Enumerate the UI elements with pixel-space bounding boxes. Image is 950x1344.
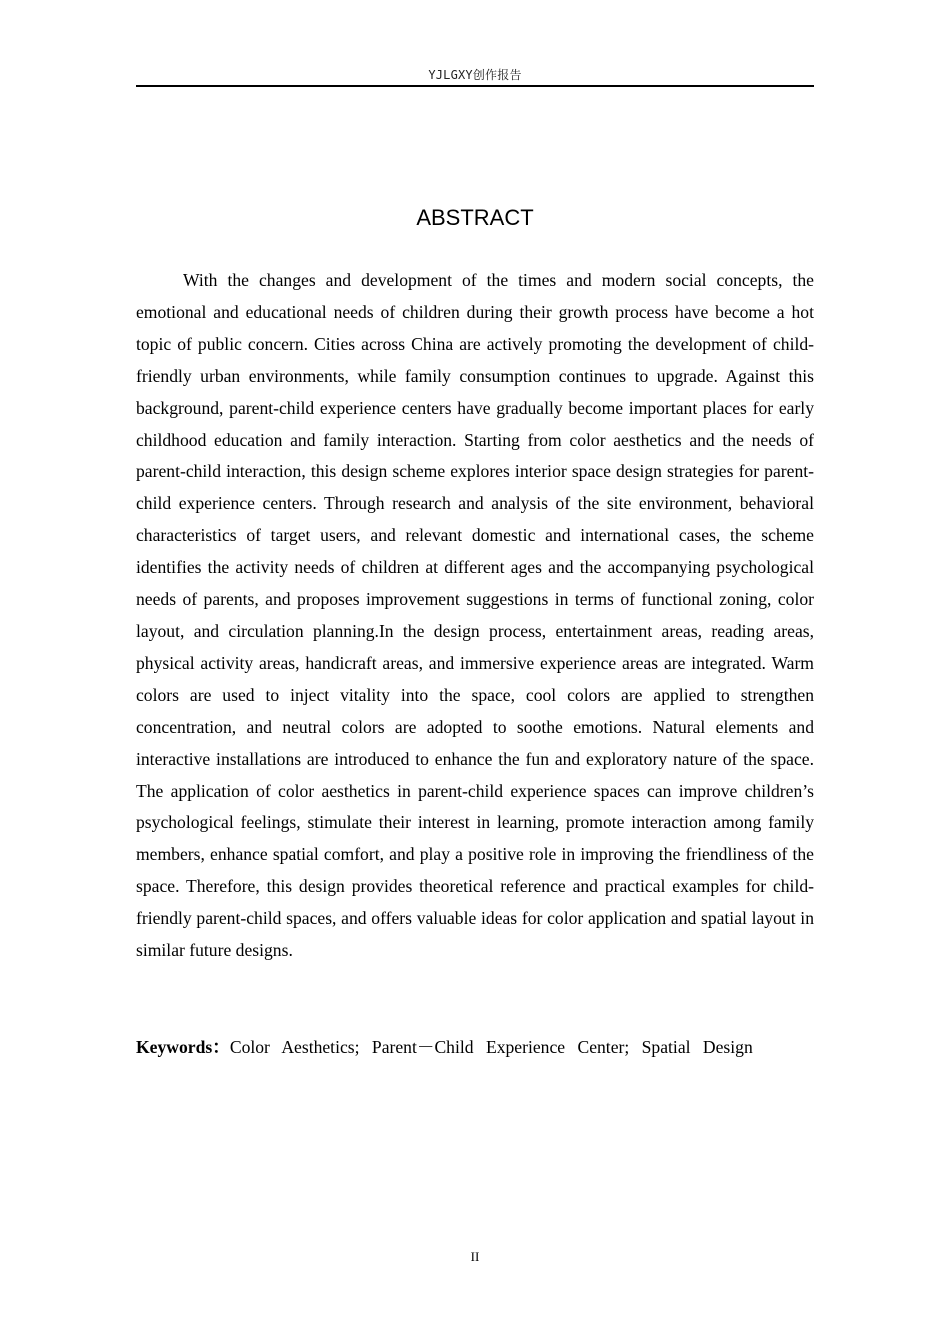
keywords-label: Keywords：: [136, 1037, 230, 1057]
keywords-text: Color Aesthetics; Parent－Child Experience Center; Spatial Design: [229, 1037, 753, 1057]
header-rule: [136, 85, 814, 87]
abstract-title: ABSTRACT: [416, 205, 534, 230]
running-header: YJLGXY创作报告: [428, 68, 522, 82]
keywords-line: [136, 1032, 814, 1064]
page-number: II: [470, 1249, 480, 1264]
abstract-body: With the changes and development of the times and modern social concepts, the emotional and educational needs of children during their growth process have become a hot topic of public concern. Cities across China are actively promoting the development of child-friendly urban environments, while family consumption continues to upgrade. Against this background, parent-child experience centers have gradually become important places for early childhood education and family interaction. Starting from color aesthetics and the needs of parent-child interaction, this design scheme explores interior space design strategies for parent-child experience centers. Through research and analysis of the site environment, behavioral characteristics of target users, and relevant domestic and international cases, the scheme identifies the activity needs of children at different ages and the accompanying psychological needs of parents, and proposes improvement suggestions in terms of functional zoning, color layout, and circulation planning.In the design process, entertainment areas, reading areas, physical activity areas, handicraft areas, and immersive experience areas are integrated. Warm colors are used to inject vitality into the space, cool colors are applied to strengthen concentration, and neutral colors are adopted to soothe emotions. Natural elements and interactive installations are introduced to enhance the fun and exploratory nature of the space. The application of color aesthetics in parent-child experience spaces can improve children’s psychological feelings, stimulate their interest in learning, promote interaction among family members, enhance spatial comfort, and play a positive role in improving the friendliness of the space. Therefore, this design provides theoretical reference and practical examples for child-friendly parent-child spaces, and offers valuable ideas for color application and spatial layout in similar future designs.: [136, 270, 814, 961]
